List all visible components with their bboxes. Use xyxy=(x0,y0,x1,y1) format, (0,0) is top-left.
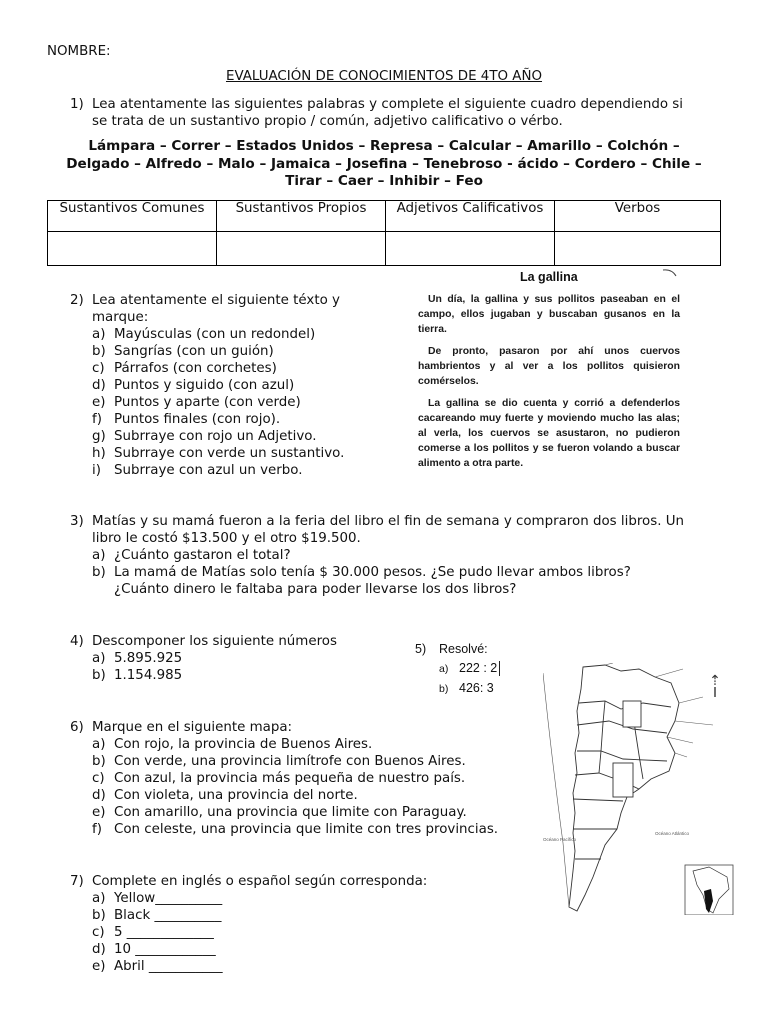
item-label: e) xyxy=(92,395,106,410)
list-item xyxy=(92,907,427,924)
table-cell-adjetivos[interactable] xyxy=(386,232,555,266)
table-header-verbos: Verbos xyxy=(555,201,721,232)
item-label: f) xyxy=(92,822,102,837)
item-label: g) xyxy=(92,429,106,444)
question-3-text-line2: libro le costó $13.500 y el otro $19.500. xyxy=(92,531,361,546)
question-4b-text: 1.154.985 xyxy=(114,668,183,683)
word-list-line1: Lámpara – Correr – Estados Unidos – Represa – Calcular – Amarillo – Colchón – xyxy=(88,138,680,154)
item-label: b) xyxy=(92,754,106,769)
item-label: a) xyxy=(92,651,106,666)
question-2-text-line1: Lea atentamente el siguiente téxto y xyxy=(92,293,340,308)
question-7-text: Complete en inglés o español según corresponda: xyxy=(92,874,428,889)
item-label: b) xyxy=(92,344,106,359)
question-6-item-text: Con celeste, una provincia que limite con tres provincias. xyxy=(114,822,499,837)
question-2-item-text: Puntos y aparte (con verde) xyxy=(114,395,301,410)
question-7-item-text: Black __________ xyxy=(114,908,222,923)
list-item xyxy=(92,941,427,958)
item-label: e) xyxy=(92,959,106,974)
list-item xyxy=(92,736,498,753)
question-4a-text: 5.895.925 xyxy=(114,651,183,666)
question-2-item-text: Mayúsculas (con un redondel) xyxy=(114,327,316,342)
south-america-inset xyxy=(685,865,733,915)
question-1-text-line2: se trata de un sustantivo propio / común, adjetivo calificativo o vérbo. xyxy=(92,114,563,129)
word-list-line2: Delgado – Alfredo – Malo – Jamaica – Josefina – Tenebroso - ácido – Cordero – Chile – xyxy=(66,155,702,172)
list-item xyxy=(92,958,427,975)
item-label: a) xyxy=(92,327,106,342)
question-7-item-text: 10 ____________ xyxy=(114,942,216,957)
question-3 xyxy=(70,513,684,598)
question-6-item-text: Con violeta, una provincia del norte. xyxy=(114,788,358,803)
question-2-item-text: Sangrías (con un guión) xyxy=(114,344,274,359)
question-6-list xyxy=(70,736,498,838)
story-paragraph-2: De pronto, pasaron por ahí unos cuervos hambrientos y al ver a los pollitos quisieron comérselos. xyxy=(418,346,680,387)
list-item xyxy=(92,326,344,343)
list-item xyxy=(92,445,344,462)
list-item xyxy=(92,377,344,394)
question-7-list xyxy=(70,890,427,975)
question-4-text: Descomponer los siguiente números xyxy=(92,634,337,649)
question-2-text-line2: marque: xyxy=(92,310,149,325)
item-label: a) xyxy=(92,548,106,563)
question-4 xyxy=(70,633,337,684)
item-label: a) xyxy=(92,891,106,906)
item-label: b) xyxy=(92,668,106,683)
question-3b-text-line1: La mamá de Matías solo tenía $ 30.000 pesos. ¿Se pudo llevar ambos libros? xyxy=(114,565,631,580)
question-2-item-text: Puntos y siguido (con azul) xyxy=(114,378,295,393)
table-header-sustantivos-comunes: Sustantivos Comunes xyxy=(48,201,217,232)
classification-table xyxy=(47,200,721,266)
nombre-label: NOMBRE: xyxy=(47,44,111,59)
list-item xyxy=(92,462,344,479)
question-number: 3) xyxy=(70,514,84,529)
item-label: c) xyxy=(92,361,105,376)
question-2-item-text: Párrafos (con corchetes) xyxy=(114,361,277,376)
question-2-list xyxy=(70,326,344,479)
item-label: a) xyxy=(439,663,449,675)
list-item xyxy=(92,394,344,411)
question-5-text: Resolvé: xyxy=(439,642,488,656)
question-5b-text: 426: 3 xyxy=(459,681,494,695)
item-label: c) xyxy=(92,925,105,940)
map-label-atlantic: Océano Atlántico xyxy=(655,831,690,836)
question-number: 7) xyxy=(70,874,84,889)
item-label: e) xyxy=(92,805,106,820)
question-7-item-text: 5 _____________ xyxy=(114,925,214,940)
item-label: f) xyxy=(92,412,102,427)
list-item xyxy=(92,753,498,770)
list-item xyxy=(92,787,498,804)
corner-curl-icon xyxy=(662,268,678,278)
word-list-line3: Tirar – Caer – Inhibir – Feo xyxy=(285,173,483,189)
map-province-box xyxy=(613,763,633,797)
item-label: i) xyxy=(92,463,101,478)
table-cell-verbos[interactable] xyxy=(555,232,721,266)
question-number: 4) xyxy=(70,634,84,649)
list-item xyxy=(92,890,427,907)
word-list xyxy=(40,138,728,191)
item-label: h) xyxy=(92,446,106,461)
map-province-box xyxy=(623,701,641,727)
question-6-item-text: Con rojo, la provincia de Buenos Aires. xyxy=(114,737,373,752)
question-6-item-text: Con verde, una provincia limítrofe con Buenos Aires. xyxy=(114,754,466,769)
item-label: b) xyxy=(92,565,106,580)
list-item xyxy=(92,770,498,787)
map-label-pacific: Océano Pacífico xyxy=(543,837,577,842)
question-6 xyxy=(70,719,498,838)
question-2 xyxy=(70,292,344,479)
question-number: 1) xyxy=(70,97,84,112)
list-item xyxy=(92,924,427,941)
question-number: 6) xyxy=(70,720,84,735)
question-1-text-line1: Lea atentamente las siguientes palabras y complete el siguiente cuadro dependiendo si xyxy=(92,97,684,112)
table-header-sustantivos-propios: Sustantivos Propios xyxy=(217,201,386,232)
story-paragraph-1: Un día, la gallina y sus pollitos paseaban en el campo, ellos jugaban y buscaban gusanos en la tierra. xyxy=(418,294,680,335)
question-2-item-text: Subrraye con rojo un Adjetivo. xyxy=(114,429,317,444)
question-5a-text: 222 : 2 xyxy=(459,661,498,675)
question-6-item-text: Con amarillo, una provincia que limite con Paraguay. xyxy=(114,805,467,820)
table-cell-sustantivos-propios[interactable] xyxy=(217,232,386,266)
story-title: La gallina xyxy=(520,270,578,284)
question-3b-text-line2: ¿Cuánto dinero le faltaba para poder llevarse los dos libros? xyxy=(114,582,517,597)
item-label: b) xyxy=(439,683,449,695)
story-paragraph-3: La gallina se dio cuenta y corrió a defenderlos cacareando muy fuerte y moviendo mucho las alas; al verla, los cuervos se asustaron, no pudieron comerse a los pollitos y se fueron volando a buscar alimento a otra parte. xyxy=(418,398,680,469)
svg-text:⇡: ⇡ xyxy=(709,672,721,688)
question-7-item-text: Yellow__________ xyxy=(114,891,223,906)
question-6-text: Marque en el siguiente mapa: xyxy=(92,720,293,735)
text-cursor xyxy=(499,661,500,676)
question-7 xyxy=(70,873,427,975)
question-1 xyxy=(70,96,683,130)
list-item xyxy=(92,343,344,360)
item-label: b) xyxy=(92,908,106,923)
table-header-adjetivos: Adjetivos Calificativos xyxy=(386,201,555,232)
item-label: d) xyxy=(92,378,106,393)
list-item xyxy=(92,411,344,428)
argentina-map[interactable] xyxy=(543,663,735,915)
page-title: EVALUACIÓN DE CONOCIMIENTOS DE 4TO AÑO xyxy=(225,69,543,84)
item-label: c) xyxy=(92,771,105,786)
question-3a-text: ¿Cuánto gastaron el total? xyxy=(114,548,291,563)
item-label: a) xyxy=(92,737,106,752)
question-2-item-text: Subrraye con verde un sustantivo. xyxy=(114,446,345,461)
question-5 xyxy=(415,640,500,699)
list-item xyxy=(92,360,344,377)
list-item xyxy=(92,428,344,445)
list-item xyxy=(92,804,498,821)
question-6-item-text: Con azul, la provincia más pequeña de nuestro país. xyxy=(114,771,466,786)
story-image xyxy=(418,270,680,478)
question-number: 5) xyxy=(415,642,427,656)
question-2-item-text: Puntos finales (con rojo). xyxy=(114,412,281,427)
list-item xyxy=(92,821,498,838)
item-label: d) xyxy=(92,942,106,957)
question-7-item-text: Abril ___________ xyxy=(114,959,223,974)
question-3-text-line1: Matías y su mamá fueron a la feria del libro el fin de semana y compraron dos libros. Un xyxy=(92,514,684,529)
compass-north-icon xyxy=(709,672,721,697)
table-cell-sustantivos-comunes[interactable] xyxy=(48,232,217,266)
question-number: 2) xyxy=(70,293,84,308)
item-label: d) xyxy=(92,788,106,803)
question-2-item-text: Subrraye con azul un verbo. xyxy=(114,463,303,478)
